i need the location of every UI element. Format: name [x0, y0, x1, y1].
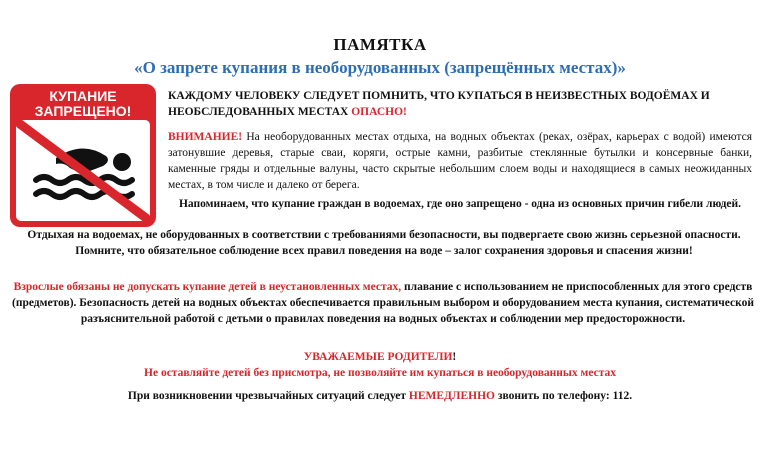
- emergency-line: [0, 388, 760, 404]
- parents-block: [0, 349, 760, 381]
- parents-exclaim: !: [452, 351, 457, 363]
- emergency-after: звонить по телефону: 112.: [495, 390, 633, 402]
- adults-paragraph: [10, 279, 756, 327]
- emergency-before: При возникновении чрезвычайных ситуаций следует: [127, 390, 409, 402]
- parents-heading: [0, 349, 760, 365]
- reminder-paragraph: Напоминаем, что купание граждан в водоемах, где оно запрещено - одна из основных причин гибели людей.: [178, 198, 742, 210]
- adults-text: плавание с использованием не приспособленных для этого средств (предметов). Безопасность детей на водных объектах обеспечивается правильным выбором и оборудованием места купания, систематической разъяснительной работой с детьми о правилах поведения на водных объектах и соблюдении мер предосторожности.: [12, 281, 754, 325]
- intro-paragraph: [168, 88, 752, 120]
- intro-text: КАЖДОМУ ЧЕЛОВЕКУ СЛЕДУЕТ ПОМНИТЬ, ЧТО КУПАТЬСЯ В НЕИЗВЕСТНЫХ ВОДОЁМАХ И НЕОБСЛЕДОВАННЫХ МЕСТАХ: [168, 90, 710, 118]
- warning-label: ВНИМАНИЕ!: [168, 131, 243, 143]
- warning-text: На необорудованных местах отдыха, на водных объектах (реках, озёрах, карьерах с водой) имеются затонувшие деревья, старые сваи, коряги, острые камни, разбитые стеклянные бутылки и консервные банки, каменные гряды и отдельные валуны, часто скрытые небольшим слоем воды и находящиеся в самых неожиданных местах, в том числе и далеко от берега.: [168, 131, 752, 191]
- rules-paragraph: Отдыхая на водоемах, не оборудованных в соответствии с требованиями безопасности, вы подвергаете свою жизнь серьезной опасности. Помните, что обязательное соблюдение всех правил поведения на воде – залог сохранения здоровья и спасения жизни!: [27, 229, 741, 257]
- sign-line-2: ЗАПРЕЩЕНО!: [34, 103, 132, 119]
- no-swimming-sign: [10, 84, 156, 227]
- adults-red-text: Взрослые обязаны не допускать купание детей в неустановленных местах,: [13, 281, 402, 293]
- parents-heading-text: УВАЖАЕМЫЕ РОДИТЕЛИ: [303, 351, 453, 363]
- sign-line-1: КУПАНИЕ: [49, 88, 117, 104]
- parents-text: Не оставляйте детей без присмотра, не позволяйте им купаться в необорудованных местах: [144, 367, 616, 379]
- emergency-highlight: НЕМЕДЛЕННО: [408, 390, 496, 402]
- intro-danger: ОПАСНО!: [351, 106, 407, 118]
- memo-title: ПАМЯТКА: [333, 35, 427, 54]
- memo-subtitle: «О запрете купания в необорудованных (запрещённых местах)»: [134, 58, 626, 77]
- warning-paragraph: [168, 129, 752, 193]
- no-swimming-icon: [10, 84, 156, 227]
